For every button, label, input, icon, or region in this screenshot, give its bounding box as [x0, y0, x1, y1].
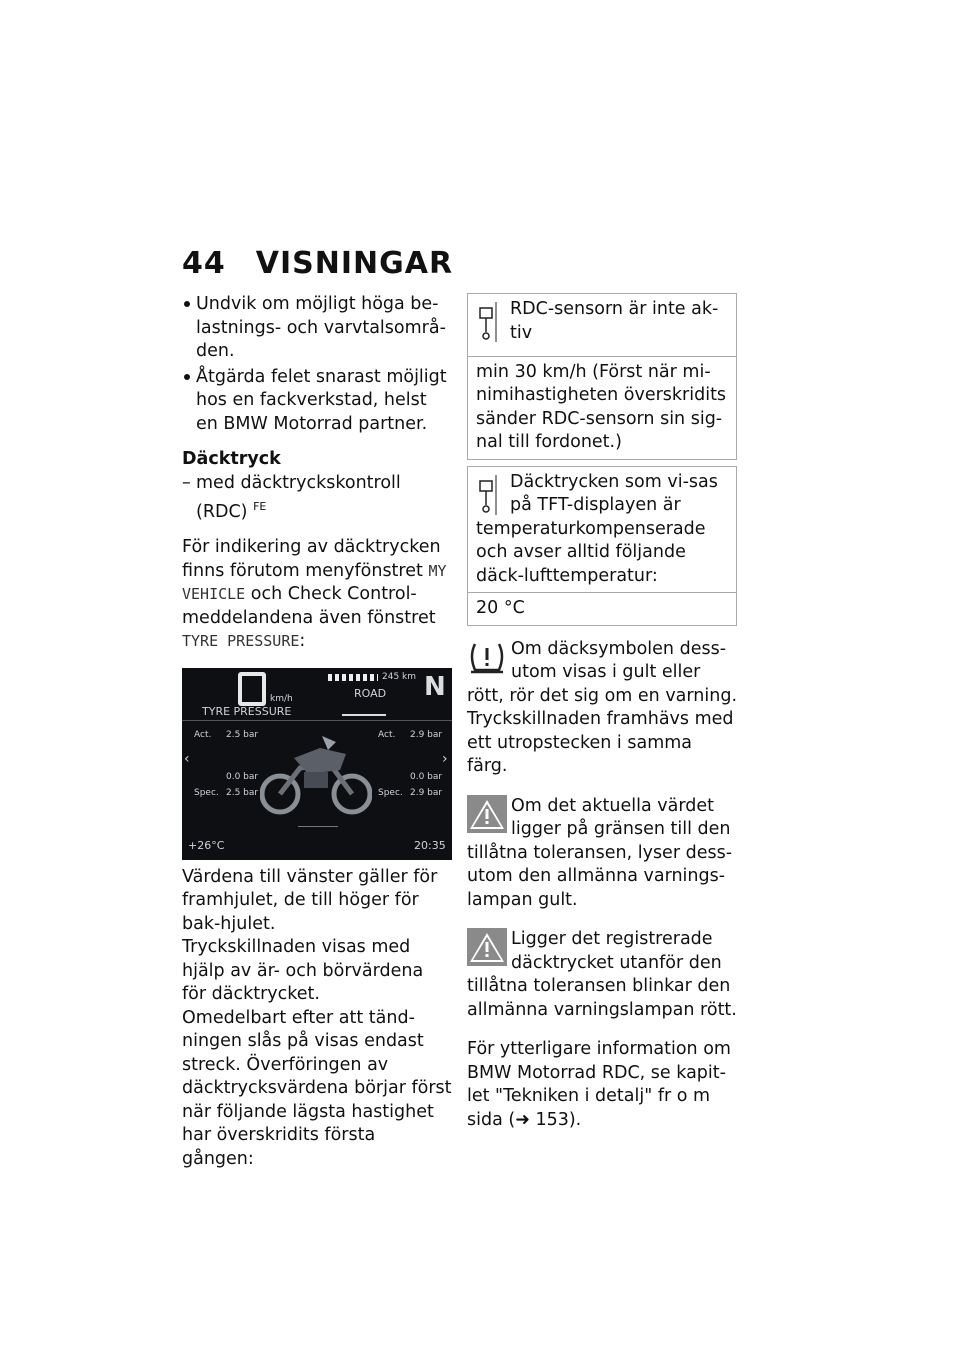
dash-item: – med däcktryckskontroll (RDC) $^{FE}$ [182, 472, 452, 525]
clock-time: 20:35 [414, 838, 446, 852]
page-reference[interactable]: 153 [535, 1109, 569, 1130]
rear-diff-value: 0.0 bar [410, 771, 443, 782]
front-spec-value: 2.5 bar [226, 787, 259, 798]
table1-row1: RDC-sensorn är inte ak-tiv [510, 299, 719, 343]
gear-indicator: N [424, 671, 446, 702]
page-number: 44 [182, 246, 226, 281]
tft-display-image [182, 668, 452, 860]
paragraph-pressure-difference: Tryckskillnaden visas med hjälp av är- och börvärdena för däcktrycket. [182, 937, 424, 1005]
screen-title: TYRE PRESSURE [202, 704, 292, 718]
tyre-pressure-warning-icon [467, 638, 509, 680]
menu-name-tyre-pressure: TYRE PRESSURE [182, 632, 300, 651]
front-act-value: 2.5 bar [226, 729, 259, 740]
front-act-label: Act. [194, 729, 212, 740]
intro-paragraph: För indikering av däcktrycken finns förutom menyfönstret MY VEHICLE och Check Control-meddelandena även fönstret TYRE PRESSURE: [182, 537, 447, 652]
table2-row1: Däcktrycken som vi-sas på TFT-displayen är temperaturkompenserade och avser alltid följande däck-lufttemperatur: [476, 471, 718, 586]
bullet-item: Undvik om möjligt höga be-lastnings- och varvtalsområ-den. [182, 293, 452, 364]
page-title: VISNINGAR [255, 246, 454, 281]
speed-unit: km/h [270, 693, 293, 704]
note-tolerance-red: Ligger det registrerade däcktrycket utanför den tillåtna toleransen blinkar den allmänna varningslampan rött. [467, 929, 737, 1020]
rev-bar [328, 674, 378, 681]
note-tyre-symbol: Om däcksymbolen dess-utom visas i gult eller rött, rör det sig om en varning. Tryckskillnaden framhävs med ett utropstecken i samma färg. [467, 638, 738, 776]
note-tolerance-yellow: Om det aktuella värdet ligger på gränsen till den tillåtna toleransen, lyser dess-utom den allmänna varnings-lampan gult. [467, 795, 733, 910]
motorcycle-icon [260, 728, 372, 816]
paragraph-ignition: Omedelbart efter att tänd-ningen slås på visas endast streck. Överföringen av däcktrycksvärdena börjar först när följande lägsta hastighet har överskridits första gången: [182, 1007, 452, 1169]
section-subheading: Däcktryck [182, 449, 281, 469]
ambient-temp: +26°C [188, 838, 225, 852]
prev-arrow: ‹ [184, 750, 190, 767]
table1-row2: min 30 km/h (Först när mi-nimihastigheten överskridits sänder RDC-sensorn sin sig-nal till fordonet.) [468, 356, 736, 459]
page-heading [182, 246, 453, 281]
front-spec-label: Spec. [194, 787, 219, 798]
next-arrow: › [442, 750, 448, 767]
warning-triangle-icon [467, 795, 509, 837]
table2-row2: 20 °C [468, 592, 736, 625]
reference-paragraph: För ytterligare information om BMW Motorrad RDC, se kapit-let "Tekniken i detalj" fr o m sida (➜ 153). [467, 1039, 731, 1130]
arrow-right-icon: ➜ [515, 1109, 536, 1130]
menu-name-my-vehicle: MY VEHICLE [182, 561, 447, 604]
option-superscript: FE [253, 500, 267, 513]
rear-act-value: 2.9 bar [410, 729, 443, 740]
front-diff-value: 0.0 bar [226, 771, 259, 782]
rdc-sensor-icon [476, 298, 510, 352]
bullet-item: Åtgärda felet snarast möjligt hos en fackverkstad, helst en BMW Motorrad partner. [182, 366, 452, 437]
left-column [182, 293, 452, 1171]
rear-spec-value: 2.9 bar [410, 787, 443, 798]
ride-mode: ROAD [354, 686, 387, 700]
info-table-rdc-sensor [467, 293, 737, 460]
rear-spec-label: Spec. [378, 787, 403, 798]
right-column [467, 293, 737, 1132]
paragraph-left-right: Värdena till vänster gäller för framhjulet, de till höger för bak-hjulet. [182, 866, 438, 934]
range-value: 245 km [382, 671, 417, 682]
rear-act-label: Act. [378, 729, 396, 740]
pressure-sensor-icon [476, 471, 510, 515]
warning-triangle-icon [467, 928, 509, 970]
info-table-temperature [467, 466, 737, 626]
